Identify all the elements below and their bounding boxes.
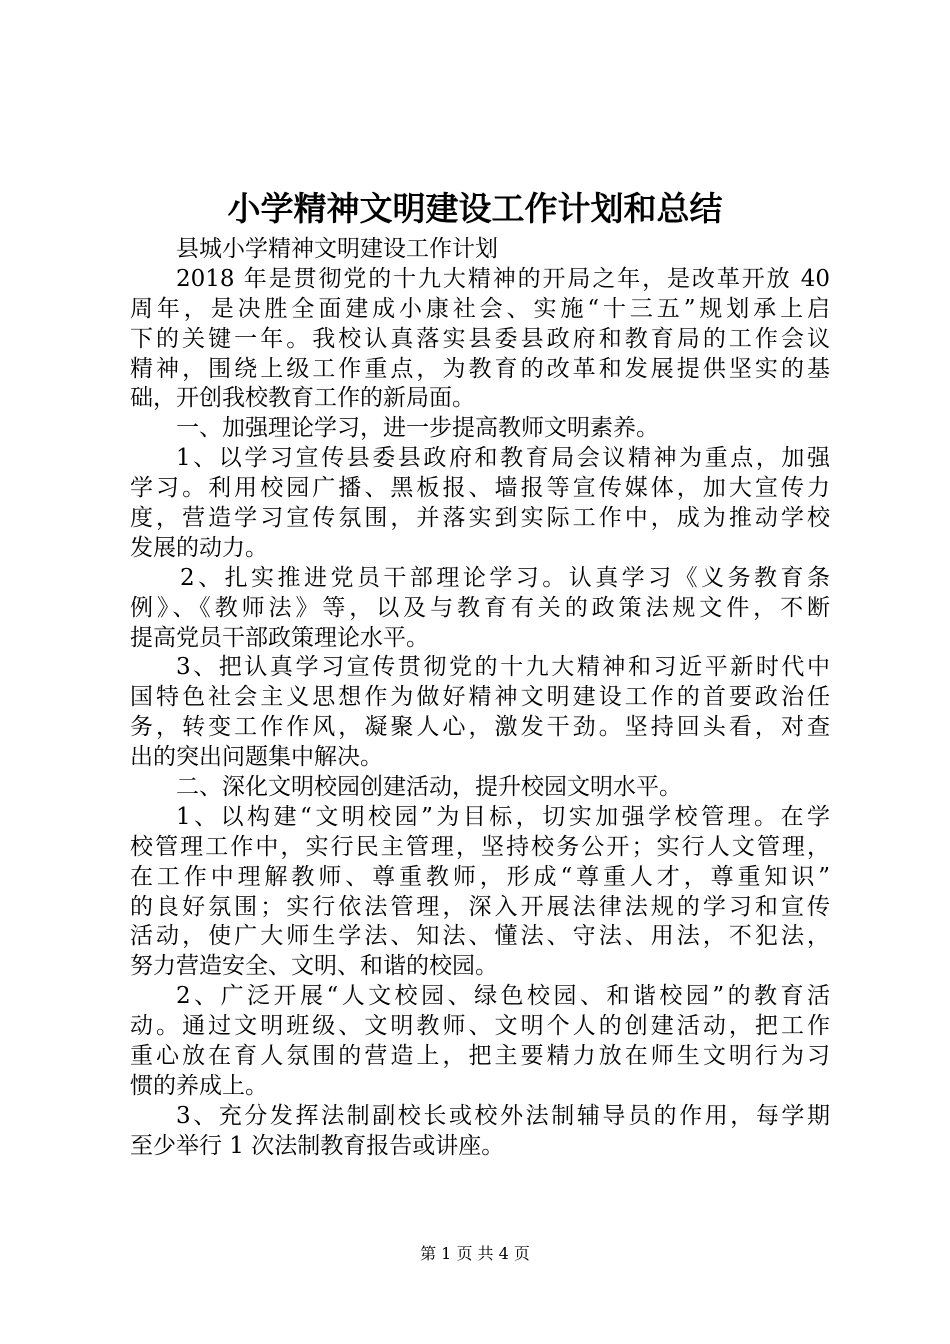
paragraph-line: 3、充分发挥法制副校长或校外法制辅导员的作用，每学期	[176, 1102, 830, 1129]
paragraph-line: 学习。利用校园广播、黑板报、墙报等宣传媒体，加大宣传力	[130, 475, 830, 502]
document-title: 小学精神文明建设工作计划和总结	[227, 189, 723, 228]
paragraph-line: 下的关键一年。我校认真落实县委县政府和教育局的工作会议	[130, 325, 830, 352]
paragraph-line: 务，转变工作作风，凝聚人心，激发干劲。坚持回头看，对查	[130, 714, 830, 741]
paragraph-line: 周年，是决胜全面建成小康社会、实施“十三五”规划承上启	[130, 295, 830, 322]
paragraph-line: 动。通过文明班级、文明教师、文明个人的创建活动，把工作	[130, 1013, 830, 1040]
paragraph-line: 提高党员干部政策理论水平。	[130, 624, 429, 651]
paragraph-line: 至少举行 1 次法制教育报告或讲座。	[130, 1132, 505, 1159]
paragraph-line: 2、扎实推进党员干部理论学习。认真学习《义务教育条	[180, 564, 830, 591]
paragraph-line: 国特色社会主义思想作为做好精神文明建设工作的首要政治任	[130, 684, 830, 711]
paragraph-line: 努力营造安全、文明、和谐的校园。	[130, 953, 498, 980]
paragraph-line: 础，开创我校教育工作的新局面。	[130, 385, 475, 412]
section-heading: 一、加强理论学习，进一步提高教师文明素养。	[176, 415, 659, 442]
paragraph-line: 发展的动力。	[130, 534, 268, 561]
paragraph-line: 1、以学习宣传县委县政府和教育局会议精神为重点，加强	[176, 445, 830, 472]
paragraph-line: 精神，围绕上级工作重点，为教育的改革和发展提供坚实的基	[130, 355, 830, 382]
document-body	[130, 235, 830, 1162]
paragraph-line: 2018 年是贯彻党的十九大精神的开局之年，是改革开放 40	[176, 265, 830, 292]
paragraph-line: 活动，使广大师生学法、知法、懂法、守法、用法，不犯法，	[130, 923, 830, 950]
paragraph-line: 度，营造学习宣传氛围，并落实到实际工作中，成为推动学校	[130, 505, 830, 532]
paragraph-line: 1、以构建“文明校园”为目标，切实加强学校管理。在学	[176, 803, 830, 830]
section-heading: 二、深化文明校园创建活动，提升校园文明水平。	[176, 774, 682, 801]
paragraph-line: 例》、《教师法》等，以及与教育有关的政策法规文件，不断	[130, 594, 830, 621]
paragraph-line: 惯的养成上。	[130, 1072, 268, 1099]
paragraph-line: 校管理工作中，实行民主管理，坚持校务公开；实行人文管理，	[130, 833, 830, 860]
paragraph-line: 出的突出问题集中解决。	[130, 744, 383, 771]
paragraph-line: 2、广泛开展“人文校园、绿色校园、和谐校园”的教育活	[176, 983, 830, 1010]
subtitle-line: 县城小学精神文明建设工作计划	[176, 236, 498, 262]
page-footer: 第 1 页 共 4 页	[420, 1244, 530, 1263]
paragraph-line: 重心放在育人氛围的营造上，把主要精力放在师生文明行为习	[130, 1043, 830, 1070]
paragraph-line: 在工作中理解教师、尊重教师，形成“尊重人才，尊重知识”	[130, 863, 830, 890]
paragraph-line: 的良好氛围；实行依法管理，深入开展法律法规的学习和宣传	[130, 893, 830, 920]
paragraph-line: 3、把认真学习宣传贯彻党的十九大精神和习近平新时代中	[176, 654, 830, 681]
